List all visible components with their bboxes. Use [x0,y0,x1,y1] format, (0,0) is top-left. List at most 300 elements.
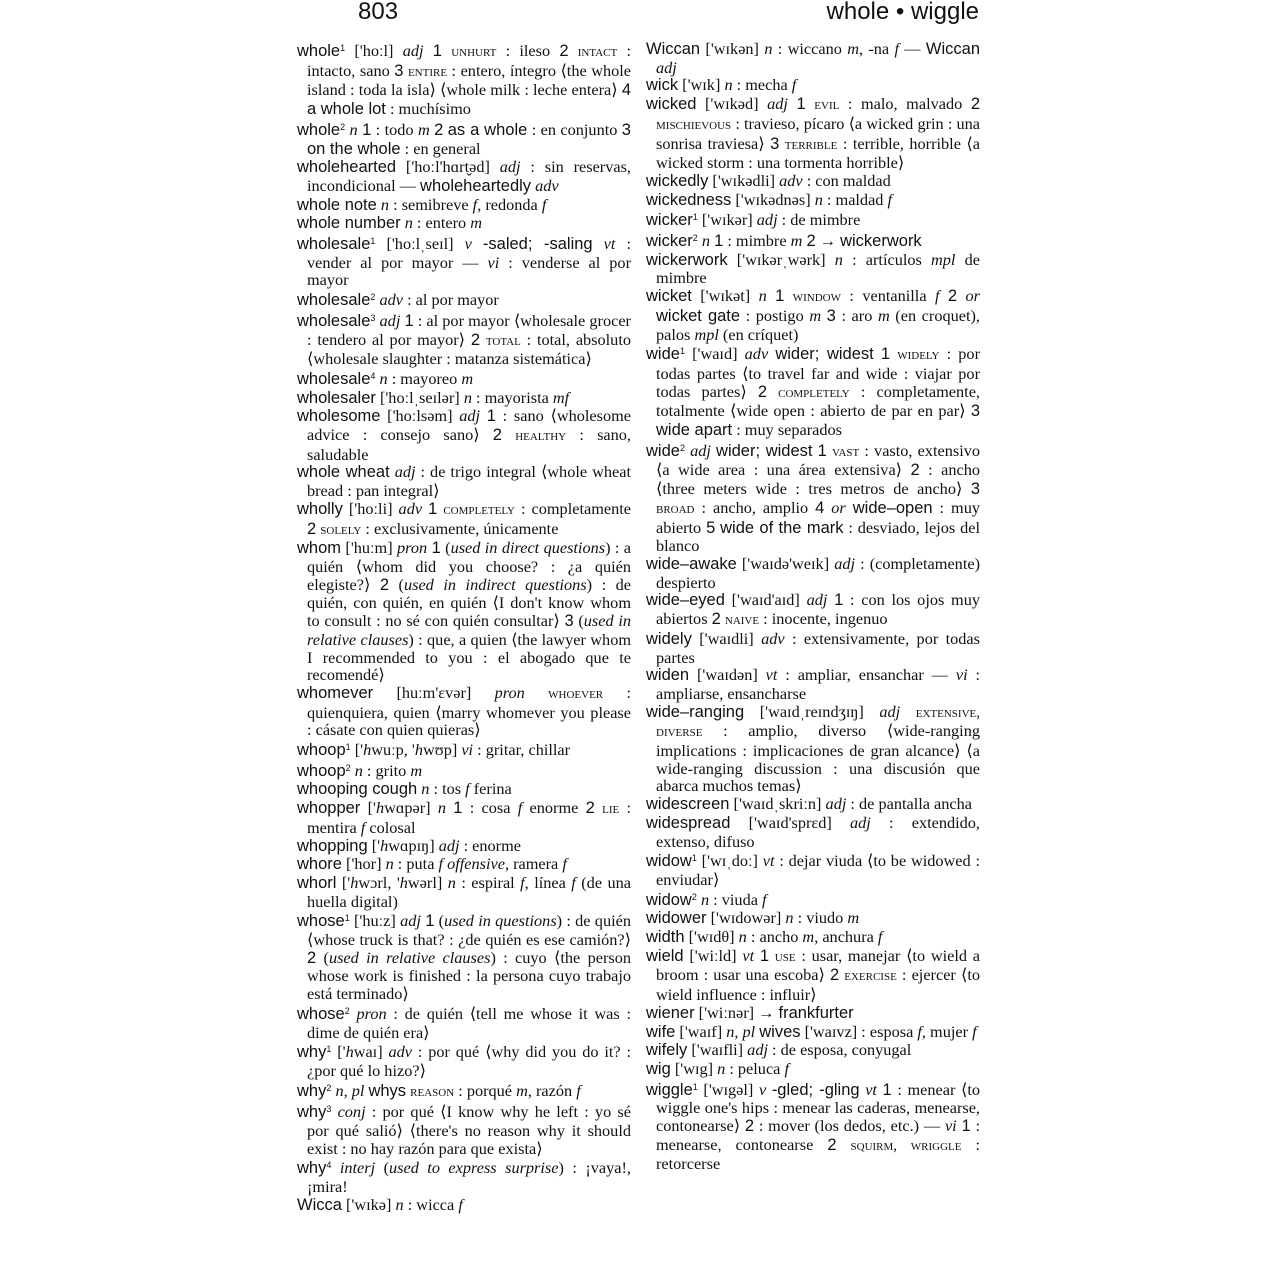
italic-label: n [354,760,363,780]
text: ) : de quién ⟨whose truck is that? : ¿de quién es ese camión?⟩ [307,911,631,950]
italic-label: n [701,231,710,251]
text: : sano ⟨wholesome advice : consejo sano⟩ [307,406,631,445]
sense-number: 1 [486,407,496,426]
text: , -na [858,39,895,58]
italic-label: adv [761,628,785,648]
italic-label: h [375,798,385,818]
dictionary-entry [646,795,980,814]
text: ) : ¡vaya!, ¡mira! [307,1158,631,1197]
text [472,234,483,253]
text: : amplio, diverso ⟨wide-ranging implications : implicaciones de gran alcance⟩ ⟨a wide-ranging discussion : una discusión que abarca muchos temas⟩ [656,721,980,796]
italic-label: m [417,119,430,139]
text: [' [331,1042,346,1062]
text: ['waɪvz] : esposa [800,1021,918,1041]
text: : terrible, horrible ⟨a wicked storm : una tormenta horrible⟩ [656,133,980,173]
text: waɪ] [353,1042,389,1062]
dictionary-entry [297,1101,631,1157]
text: : mimbre [723,231,791,251]
dictionary-entry [297,214,631,233]
sense-number: 3 [970,480,980,499]
text: : mecha [732,75,792,95]
small-caps-synonym: evil [814,97,840,114]
text: : postigo [740,305,810,325]
headword: wick [646,76,679,95]
text: : cosa [462,798,518,818]
small-caps-synonym: whoever [548,685,604,702]
headword: widen [646,666,690,685]
dictionary-entry [297,739,631,760]
sense-number: 2 [910,461,920,480]
italic-label: f [784,1058,789,1078]
italic-label: adv [779,170,803,190]
text: ['wɪkəd] [696,94,768,114]
dictionary-entry [646,889,980,910]
text: : vender al por mayor — [307,234,631,272]
homograph-number: 2 [692,233,698,244]
text: ( [389,574,404,594]
italic-label: n [421,779,430,799]
headword: wicker$^1$ [646,211,698,230]
italic-label: used in direct questions [450,538,606,558]
headword: wicker$^2$ [646,232,698,251]
sense-number: 4 [815,498,825,517]
text: : espiral [455,872,521,892]
italic-label: adj [806,590,828,610]
headword: whorl [297,873,337,892]
text: : ileso [496,41,560,60]
headword: why$^2$ [297,1081,332,1100]
sense-number: 3 [826,306,836,325]
italic-label: adj [690,440,711,460]
text: , redonda [477,194,542,214]
italic-label: n [463,387,472,407]
headword: why$^1$ [297,1043,332,1062]
page-number: 803 [358,0,399,25]
small-caps-synonym: entire [407,63,448,80]
headword: wide$^2$ [646,441,685,460]
text: ['wɪdθ] [684,927,739,947]
italic-label: f [894,39,899,58]
text: : mayorista [471,387,553,407]
italic-label: m [809,305,822,325]
dictionary-entry [646,1041,980,1060]
text [939,286,947,305]
dictionary-entry [646,40,980,76]
small-caps-synonym: broad [656,500,695,517]
italic-label: n [379,368,388,388]
text: : ancho [746,927,803,947]
dictionary-entry [646,209,980,230]
headword: wholesome [297,407,381,426]
sense-number: 3 [394,61,404,80]
italic-label: used in questions [444,911,557,931]
dictionary-entry [297,799,631,836]
italic-label: n [349,119,358,139]
text: [' [360,798,376,818]
italic-label: adj [394,462,416,482]
dictionary-entry [646,287,980,343]
text: (de una huella digital) [307,872,632,911]
small-caps-synonym: vast [831,443,860,460]
italic-label: adj [767,94,788,114]
dictionary-entry [646,947,980,1004]
italic-label: f [472,194,478,214]
italic-label: f [571,872,576,892]
italic-label: adj [850,812,871,832]
dictionary-entry [646,76,980,95]
dictionary-entry [297,1080,631,1102]
homograph-number: 1 [370,236,376,247]
italic-label: adj [747,1040,768,1060]
italic-label: vt [742,945,755,965]
sense-number: 4 [621,81,631,100]
text: ['wɪkərˌwərk] [727,249,835,269]
sense-number: 1 [432,42,442,60]
headword: wiggle$^1$ [646,1080,698,1099]
small-caps-synonym: total [485,332,521,349]
headword: whore [297,855,342,874]
text: : ejercer ⟨to wield influence : influir⟩ [656,965,980,1005]
text: wɔrl, ' [358,872,400,892]
headword: whole number [297,214,401,233]
italic-label: f [458,1194,463,1214]
text: ) : que, a quien ⟨the lawyer whom I recommended to you : el abogado que te recomendé⟩ [307,629,632,685]
headword: whomever [297,683,374,702]
dictionary-entry [297,1003,631,1041]
bold-term: wicket gate [656,306,741,325]
text: ['wɪkət] [691,286,759,306]
headword: wifely [646,1041,688,1060]
homograph-number: 1 [692,212,698,223]
text: ['waɪdli] [691,628,762,648]
text: : viudo [793,908,848,928]
sense-number: 2 [434,120,444,139]
text: ferina [469,779,512,799]
bold-term: wives [759,1022,801,1041]
text: : sano, saludable [307,425,632,464]
dictionary-entry [297,368,631,389]
dictionary-entry [646,95,980,172]
sense-number: 3 [564,612,574,631]
dictionary-entry [646,630,980,666]
dictionary-entry [646,909,980,928]
homograph-number: 2 [326,1082,332,1093]
dictionary-entry [646,1023,980,1042]
italic-label: v [464,234,472,254]
dictionary-entry [297,463,631,499]
text: : menear ⟨to wiggle one's hips : menear las caderas, menearse, contonearse⟩ [656,1079,980,1136]
sense-number: 1 [882,1080,892,1099]
headword: whose$^2$ [297,1004,350,1023]
italic-label: n [738,927,747,947]
text [806,94,815,113]
text: ['waɪdən] [689,665,766,685]
bold-term: as a whole [447,120,528,139]
dictionary-entry [297,233,631,289]
dictionary-entry [646,1060,980,1079]
italic-label: pron [494,682,525,702]
sense-number: 2 [970,95,980,114]
text: [' [367,835,381,855]
text: : retorcerse [656,1134,980,1174]
text: : artículos [842,249,932,269]
text: wʊp] [423,740,462,760]
text: , línea [524,872,572,892]
text: : aro [835,305,878,325]
italic-label: f [917,1021,922,1041]
sense-number: 2 [744,1117,755,1136]
text: → [815,231,841,251]
italic-label: adj [879,701,901,721]
sense-number: 2 [827,1135,837,1154]
text: : semibreve [389,194,473,214]
italic-label: adj [438,835,460,855]
homograph-number: 2 [340,121,346,132]
dictionary-entry [297,684,631,739]
headword: wholesale$^4$ [297,369,376,388]
small-caps-synonym: terrible [784,136,838,153]
italic-label: adv [535,175,559,195]
text: ['hoːlˌseɪlər] [375,387,464,407]
italic-label: h [350,872,359,892]
small-caps-synonym: naive [724,612,760,629]
headword: widespread [646,813,731,832]
text: : menearse, contonearse [656,1116,980,1154]
dictionary-entry [297,780,631,799]
text: : viuda [709,889,762,909]
sense-number: 1 [404,311,414,330]
bold-term: frankfurter [778,1003,854,1022]
dictionary-entry [646,814,980,850]
homograph-number: 2 [370,292,376,303]
italic-label: v [758,1079,767,1099]
text: : inocente, ingenuo [759,609,888,629]
headword: wicked [646,95,697,114]
text [525,683,548,702]
text: : gritar, chillar [473,740,571,760]
sense-number: 1 [796,95,806,114]
dictionary-entry [297,874,631,910]
headword: wig [646,1059,671,1078]
text: , mujer [921,1021,973,1041]
text: : entero [412,213,471,233]
small-caps-synonym: healthy [515,428,567,445]
italic-label: m [877,305,890,325]
italic-label: f [360,817,366,837]
italic-label: f [520,872,525,892]
text: : intacto, sano [307,41,631,80]
text: ( [434,911,445,931]
dictionary-entry [646,230,980,251]
text [595,798,602,817]
text: : peluca [725,1058,785,1078]
text: : entero, íntegro ⟨the whole island : toda la isla⟩ ⟨whole milk : leche entera⟩ [307,60,631,100]
text: : malo, malvado [839,94,971,114]
dictionary-entry [297,310,631,368]
headword: whole$^2$ [297,120,346,139]
dictionary-entry [646,850,980,888]
italic-label: pron [397,538,428,558]
italic-label: vi [461,740,474,760]
homograph-number: 4 [370,370,376,381]
headword: wickedness [646,190,732,209]
italic-label: f [762,889,767,909]
headword: wide–eyed [646,591,725,610]
italic-label: interj [339,1158,376,1178]
homograph-number: 2 [344,1005,350,1016]
sense-number: 1 [880,345,891,364]
text: : maldad [822,189,888,209]
headword: widescreen [646,795,730,814]
text: ( [440,538,451,558]
bold-term: wickerwork [840,232,922,251]
text: : de esposa, conyugal [767,1040,912,1060]
small-caps-synonym: reason [410,1083,455,1100]
sense-number: 2 [757,382,767,401]
text: : mover (los dedos, etc.) — [754,1116,945,1136]
text: : venderse al por mayor [307,252,631,290]
text: colosal [365,817,416,837]
bold-term: on the whole [307,139,401,158]
italic-label: n [395,1194,404,1214]
text: : ventanilla [841,286,935,306]
italic-label: f [576,1080,581,1100]
headword: widower [646,909,707,928]
small-caps-synonym: extensive, diverse [656,704,980,741]
text: ['wɪkən] [700,39,765,58]
text: ['wiːld] [683,945,743,965]
headword: whopping [297,836,368,855]
text: : extensivamente, por todas partes [656,628,980,667]
homograph-number: 3 [370,312,376,323]
sense-number: 2 [307,948,317,967]
text: : ancho ⟨three meters wide : tres metros de ancho⟩ [656,460,980,499]
italic-label: n [717,1058,726,1078]
text: : wiccano [772,39,848,58]
bold-term: wide of the mark [720,518,844,537]
text [569,41,578,60]
text: ['wiːnər] → [694,1002,779,1022]
text: (en críquet) [718,324,799,344]
text: ['wɪkər] [697,210,757,230]
italic-label: n [834,249,843,269]
text: : en general [400,138,481,158]
text: : de trigo integral ⟨whole wheat bread : pan integral⟩ [307,462,631,501]
italic-label: adv [744,344,769,364]
text: : extendido, extenso, difuso [656,812,980,851]
text: ['waɪdə'weɪk] [736,553,835,573]
headword: wide–ranging [646,702,745,721]
dictionary-entry [297,855,631,874]
text: : de pantalla ancha [846,794,973,814]
text: ['waɪd'sprɛd] [730,812,851,832]
sense-number: 2 [711,610,721,629]
dictionary-entry [297,500,631,539]
sense-number: 1 [428,499,438,518]
text [837,1135,851,1154]
text: de mimbre [656,249,980,288]
text: ['waɪfli] [687,1040,748,1060]
homograph-number: 1 [691,853,697,864]
text: : completamente [514,498,631,518]
text: ['waɪdˌreɪndʒɪŋ] [744,701,880,721]
italic-label: used in indirect questions [403,574,587,594]
small-caps-synonym: intact [577,44,618,60]
text: : sin reservas, incondicional — [307,157,631,195]
dictionary-entry [297,1041,631,1079]
text: ( [573,611,584,631]
italic-label: m [847,39,859,58]
italic-label: adj [756,210,778,230]
italic-label: f offensive [438,854,505,874]
text: ['huːz] [349,911,401,931]
text: , razón [527,1080,577,1100]
italic-label: mf [552,387,570,407]
italic-label: adj [499,157,521,177]
text: ['wɪg] [670,1058,718,1078]
italic-label: mpl [694,324,719,344]
small-caps-synonym: completely [778,384,850,401]
italic-label: mpl [931,249,956,269]
headword: wholesale$^3$ [297,311,376,330]
headword: wiener [646,1003,695,1022]
small-caps-synonym: use [774,948,796,965]
italic-label: f [887,189,893,209]
text: enorme [522,798,586,818]
text: [huːm'ɛvər] [373,682,495,702]
sense-number: 1 [362,120,372,139]
italic-label: f [541,194,547,214]
text: wɑpər] [384,798,438,818]
small-caps-synonym: unhurt [451,44,497,60]
italic-label: f [877,927,883,947]
italic-label: adv [388,1042,412,1062]
italic-label: f [562,854,567,874]
dictionary-entry [646,703,980,796]
italic-label: adj [459,406,481,426]
small-caps-synonym: exercise [844,968,897,985]
italic-label: n [785,908,794,928]
dictionary-entry [646,1004,980,1023]
text: : por qué ⟨I know why he left : yo sé por qué salió⟩ ⟨there's no reason why it should exist : no hay razón para que exista⟩ [307,1102,631,1158]
small-caps-synonym: lie [602,801,620,818]
italic-label: n [447,872,456,892]
text: ( [375,1158,389,1178]
text: : dejar viuda ⟨to be widowed : enviudar⟩ [656,851,980,889]
text: ['waɪd] [684,344,745,364]
italic-label: m [461,368,474,388]
text: : usar, manejar ⟨to wield a broom : usar una escoba⟩ [656,945,980,985]
text [502,425,515,444]
bold-term: wholeheartedly [420,176,532,195]
text: ['waɪf] [675,1021,727,1041]
text: : de quién ⟨tell me whose it was : dime de quién era⟩ [307,1003,631,1042]
bold-term: a whole lot [307,100,386,119]
text: wɑpɪŋ] [388,835,439,855]
text: : ampliar, ensanchar — [777,665,956,685]
text: : muy abierto [656,497,980,537]
italic-label: vt [603,234,616,254]
italic-label: used in relative clauses [328,947,491,967]
italic-label: conj [337,1102,366,1122]
text: ['wɪˌdoː] [696,851,763,871]
italic-label: n [764,39,773,58]
text: [' [336,872,351,892]
sense-number: 1 [453,799,463,818]
sense-number: 2 [585,799,595,818]
text: : mentira [307,798,631,837]
italic-label: or [965,286,980,306]
